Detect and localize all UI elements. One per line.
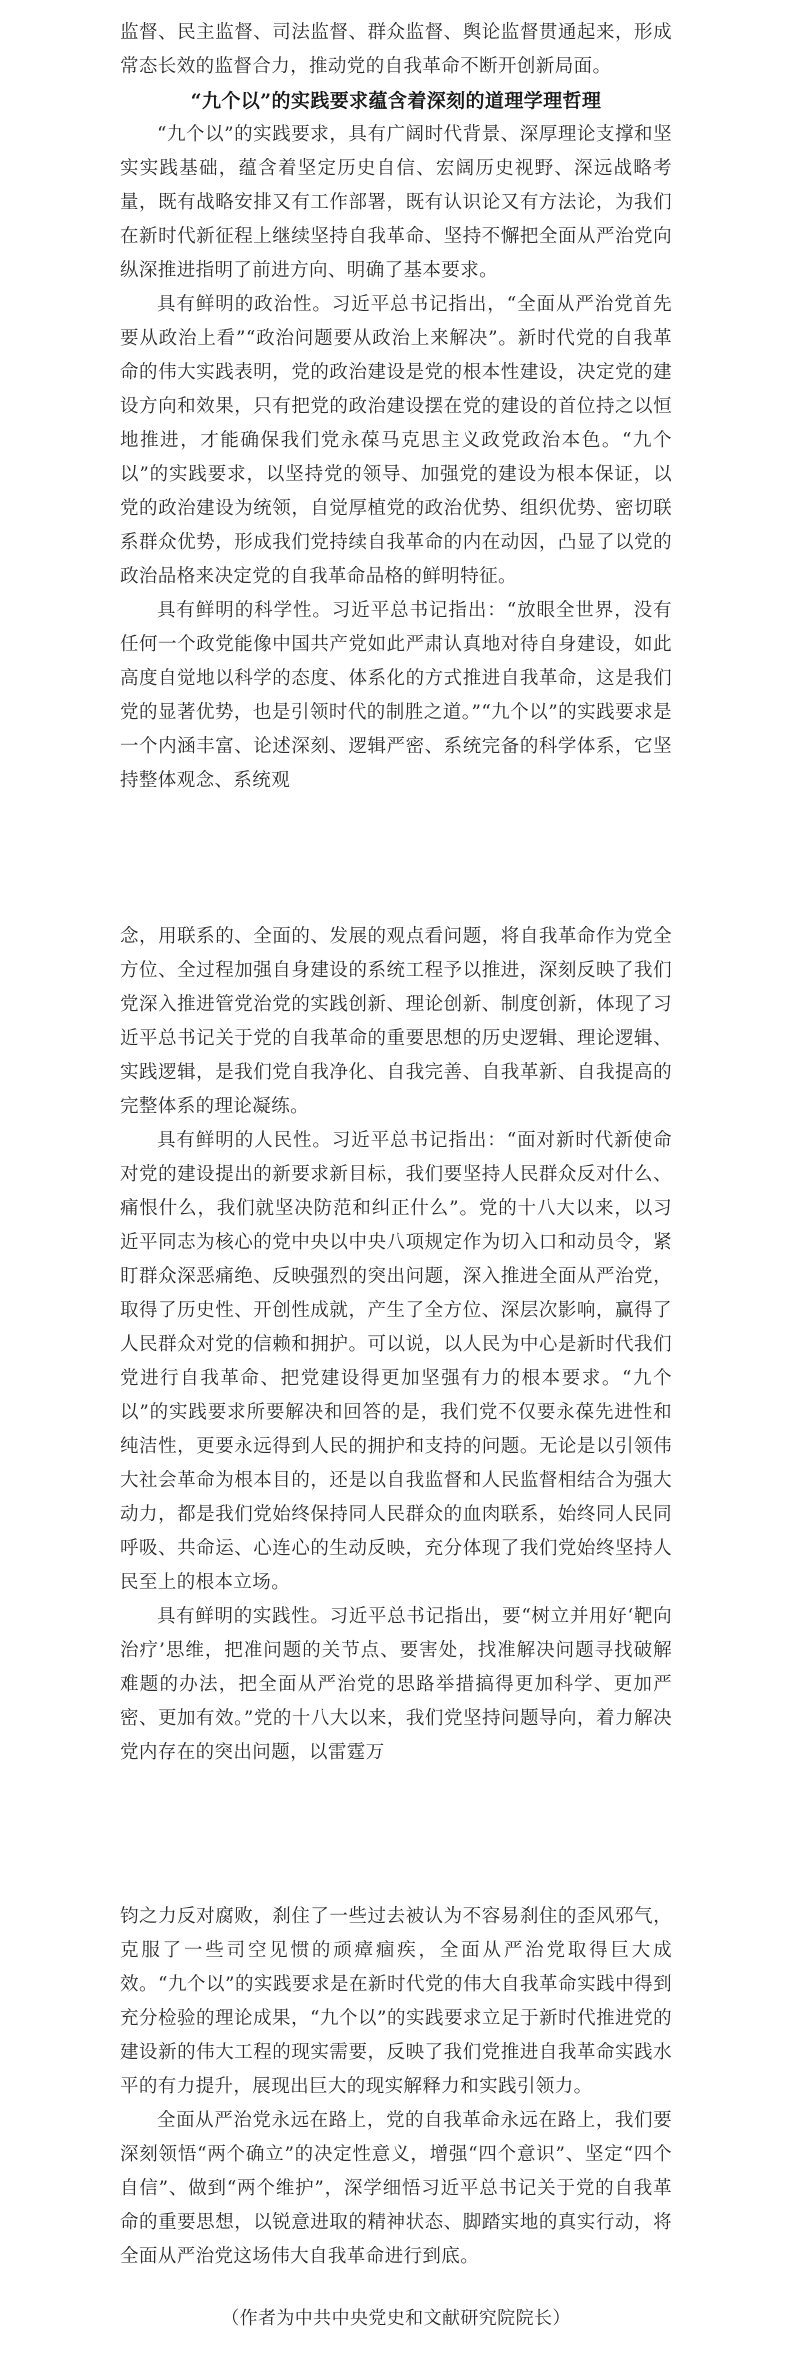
body-paragraph-1: “九个以”的实践要求，具有广阔时代背景、深厚理论支撑和坚实实践基础，蕴含着坚定历史自信、宏阔历史视野、深远战略考量，既有战略安排又有工作部署，既有认识论又有方法论，为我们在新时代新征程上继续坚持自我革命、坚持不懈把全面从严治党向纵深推进指明了前进方向、明确了基本要求。 [120, 124, 672, 281]
section-heading: “九个以”的实践要求蕴含着深刻的道理学理哲理 [190, 90, 602, 112]
article-segment-3 [120, 1900, 672, 2274]
body-paragraph-6-conclusion: 全面从严治党永远在路上，党的自我革命永远在路上，我们要深刻领悟“两个确立”的决定性意义，增强“四个意识”、坚定“四个自信”、做到“两个维护”，深学细悟习近平总书记关于党的自我革命的重要思想，以锐意进取的精神状态、脚踏实地的真实行动，将全面从严治党这场伟大自我革命进行到底。 [120, 2110, 672, 2267]
article-segment-2 [120, 920, 672, 1770]
body-paragraph-5-continued: 钧之力反对腐败，刹住了一些过去被认为不容易刹住的歪风邪气，克服了一些司空见惯的顽瘴痼疾，全面从严治党取得巨大成效。“九个以”的实践要求是在新时代党的伟大自我革命实践中得到充分检验的理论成果，“九个以”的实践要求立足于新时代推进党的建设新的伟大工程的现实需要，反映了我们党推进自我革命实践水平的有力提升，展现出巨大的现实解释力和实践引领力。 [120, 1906, 672, 2097]
intro-paragraph: 监督、民主监督、司法监督、群众监督、舆论监督贯通起来，形成常态长效的监督合力，推动党的自我革命不断开创新局面。 [120, 22, 672, 77]
body-paragraph-3-continued: 念，用联系的、全面的、发展的观点看问题，将自我革命作为党全方位、全过程加强自身建设的系统工程予以推进，深刻反映了我们党深入推进管党治党的实践创新、理论创新、制度创新，体现了习近平总书记关于党的自我革命的重要思想的历史逻辑、理论逻辑、实践逻辑，是我们党自我净化、自我完善、自我革新、自我提高的完整体系的理论凝练。 [120, 926, 672, 1117]
body-paragraph-5-practical: 具有鲜明的实践性。习近平总书记指出，要“树立并用好‘靶向治疗’思维，把准问题的关节点、要害处，找准解决问题寻找破解难题的办法，把全面从严治党的思路举措搞得更加科学、更加严密、更加有效。”党的十八大以来，我们党坚持问题导向，着力解决党内存在的突出问题，以雷霆万 [120, 1606, 672, 1763]
body-paragraph-2-political: 具有鲜明的政治性。习近平总书记指出，“全面从严治党首先要从政治上看”“政治问题要从政治上来解决”。新时代党的自我革命的伟大实践表明，党的政治建设是党的根本性建设，决定党的建设方向和效果，只有把党的政治建设摆在党的建设的首位持之以恒地推进，才能确保我们党永葆马克思主义政党政治本色。“九个以”的实践要求，以坚持党的领导、加强党的建设为根本保证，以党的政治建设为统领，自觉厚植党的政治优势、组织优势、密切联系群众优势，形成我们党持续自我革命的内在动因，凸显了以党的政治品格来决定党的自我革命品格的鲜明特征。 [120, 294, 672, 587]
author-byline: （作者为中共中央党史和文献研究院院长） [221, 2308, 571, 2329]
body-paragraph-4-people: 具有鲜明的人民性。习近平总书记指出：“面对新时代新使命对党的建设提出的新要求新目标，我们要坚持人民群众反对什么、痛恨什么，我们就坚决防范和纠正什么”。党的十八大以来，以习近平同志为核心的党中央以中央八项规定作为切入口和动员令，紧盯群众深恶痛绝、反映强烈的突出问题，深入推进全面从严治党，取得了历史性、开创性成就，产生了全方位、深层次影响，赢得了人民群众对党的信赖和拥护。可以说，以人民为中心是新时代我们党进行自我革命、把党建设得更加坚强有力的根本要求。“九个以”的实践要求所要解决和回答的是，我们党不仅要永葆先进性和纯洁性，更要永远得到人民的拥护和支持的问题。无论是以引领伟大社会革命为根本目的，还是以自我监督和人民监督相结合为强大动力，都是我们党始终保持同人民群众的血肉联系，始终同人民同呼吸、共命运、心连心的生动反映，充分体现了我们党始终坚持人民至上的根本立场。 [120, 1130, 672, 1593]
body-paragraph-3-scientific: 具有鲜明的科学性。习近平总书记指出：“放眼全世界，没有任何一个政党能像中国共产党如此严肃认真地对待自身建设，如此高度自觉地以科学的态度、体系化的方式推进自我革命，这是我们党的显著优势，也是引领时代的制胜之道。”“九个以”的实践要求是一个内涵丰富、论述深刻、逻辑严密、系统完备的科学体系，它坚持整体观念、系统观 [120, 600, 672, 791]
article-segment-1 [120, 16, 672, 798]
byline-block [120, 2302, 672, 2336]
